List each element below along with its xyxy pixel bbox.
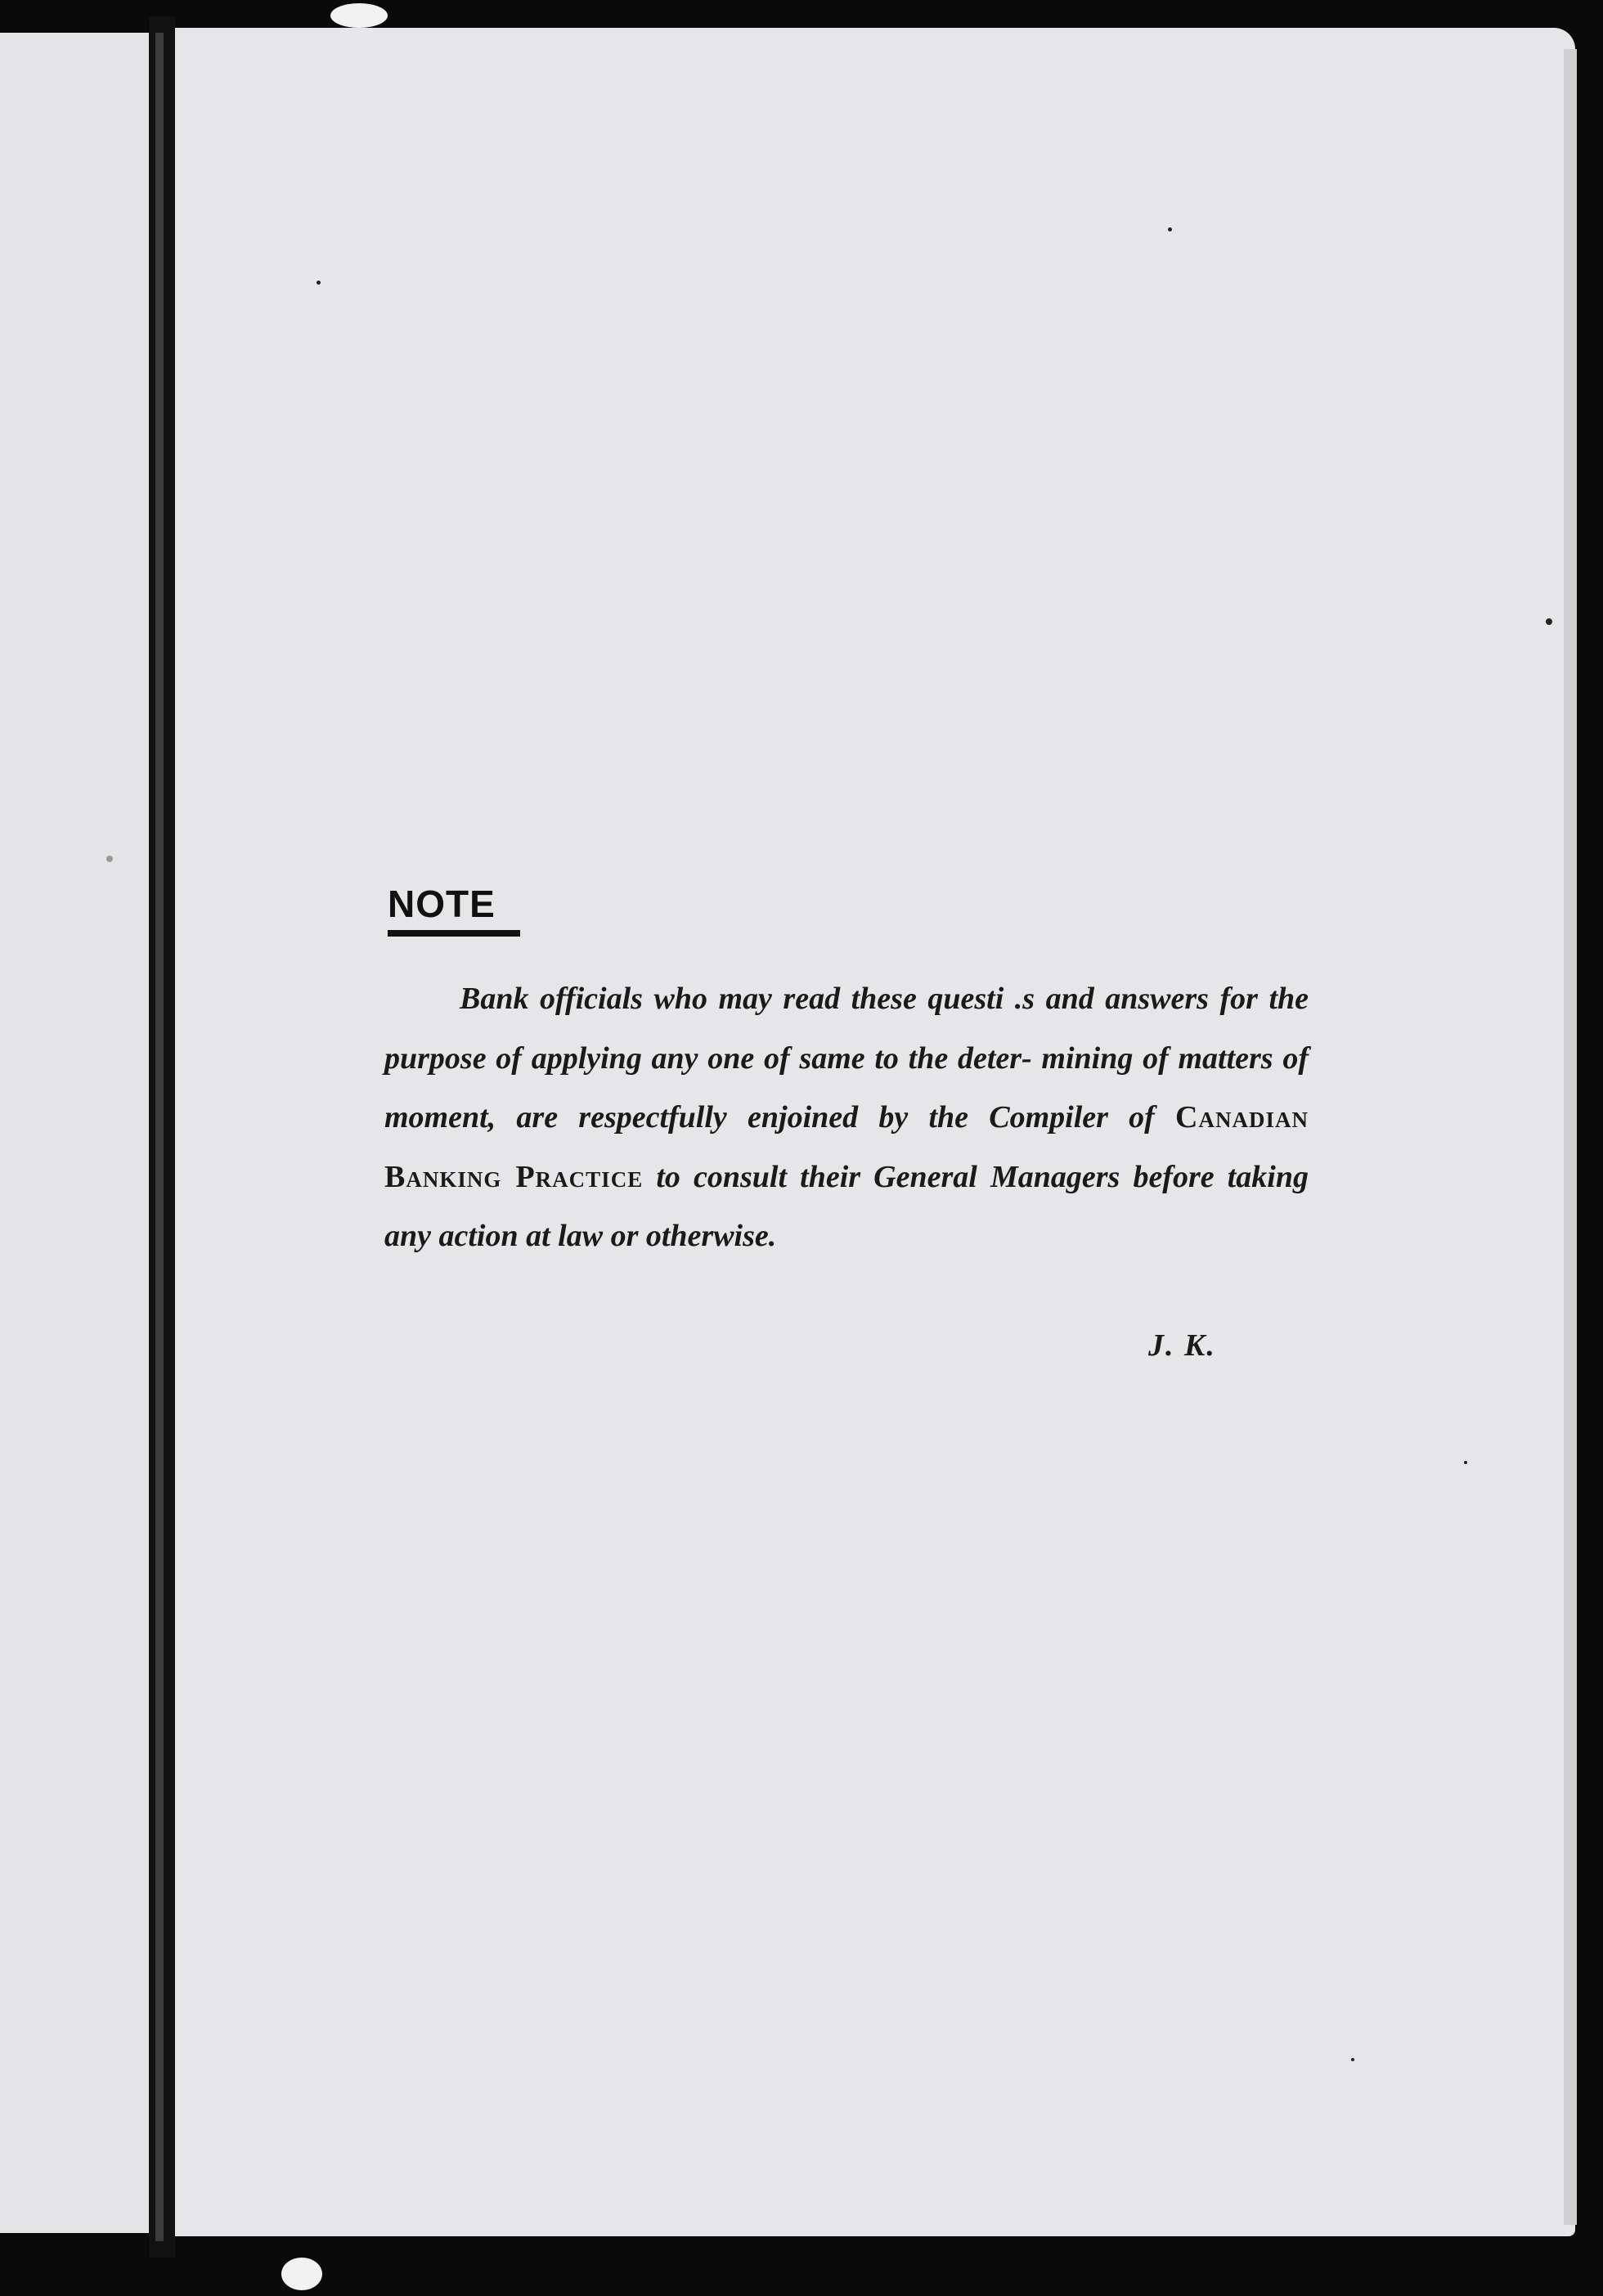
- heading-underline: [388, 930, 520, 937]
- scan-blemish: [281, 2258, 322, 2290]
- scan-speck: [317, 281, 321, 285]
- signature-initials: J. K.: [1148, 1328, 1216, 1363]
- gutter-shadow: [155, 33, 164, 2241]
- scan-speck: [1464, 1461, 1467, 1464]
- scan-speck: [1546, 618, 1552, 625]
- book-title: Canadian Banking Practice: [384, 1100, 1309, 1194]
- facing-page-edge: [0, 33, 149, 2233]
- scan-speck: [1351, 2058, 1354, 2061]
- scan-speck: [1168, 227, 1172, 231]
- note-paragraph: [384, 969, 1309, 1266]
- page-right-edge: [1564, 49, 1577, 2225]
- scan-speck: [106, 856, 113, 862]
- scan-blemish: [330, 3, 388, 28]
- note-text-before: Bank officials who may read these questi .s and answers for the purpose of applying any one of same to the deter- mining of matters of moment, are respectfully enjoined by the Compiler of: [384, 982, 1309, 1135]
- note-text-after: to consult their General Managers before taking any action at law or otherwise.: [384, 1159, 1309, 1253]
- note-heading: NOTE: [388, 883, 496, 925]
